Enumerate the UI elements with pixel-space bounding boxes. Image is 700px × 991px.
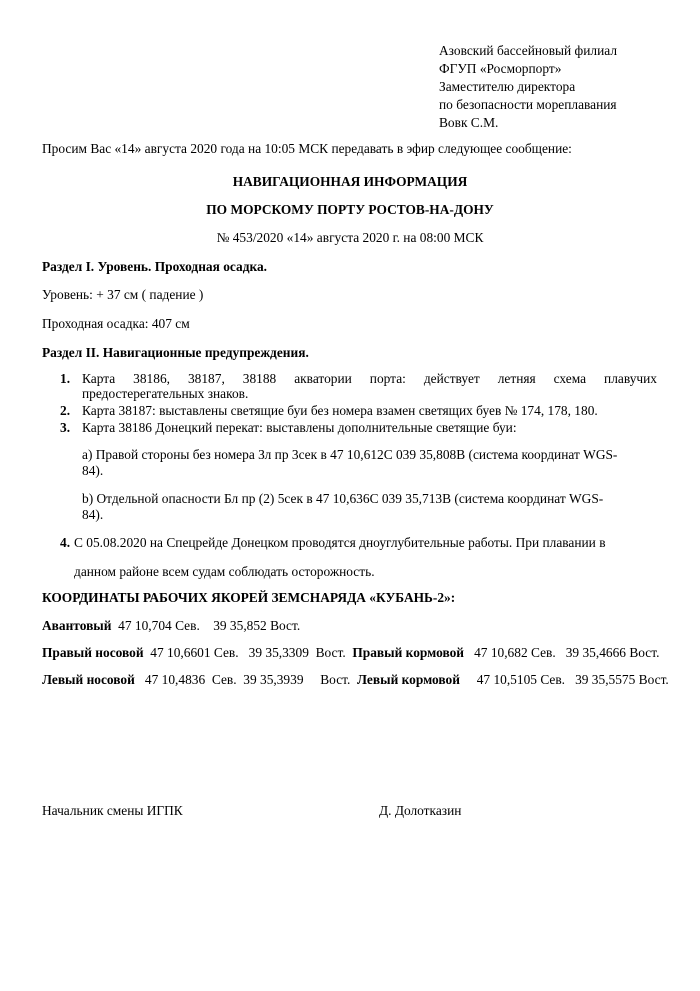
list-item-text: Карта 38187: выставлены светящие буи без номера взамен светящих буев № 174, 178, 180. xyxy=(82,403,598,418)
anchor-coordinates: 47 10,682 Сев. 39 35,4666 Вост. xyxy=(464,645,660,660)
sub-item-line: 84). xyxy=(82,507,104,522)
anchor-coordinates: 47 10,6601 Сев. 39 35,3309 Вост. xyxy=(143,645,353,660)
anchor-coordinates: 47 10,704 Сев. 39 35,852 Вост. xyxy=(111,618,301,633)
list-item-text: Карта 38186 Донецкий перекат: выставлены дополнительные светящие буи: xyxy=(82,420,517,435)
sub-item-line: а) Правой стороны без номера Зл пр 3сек в 47 10,612С 039 35,808В (система координат WGS- xyxy=(82,447,618,462)
anchor-label: Левый кормовой xyxy=(357,672,460,687)
list-item-number: 2. xyxy=(60,403,71,418)
document-subtitle: ПО МОРСКОМУ ПОРТУ РОСТОВ-НА-ДОНУ xyxy=(206,202,494,217)
addressee-line: ФГУП «Росморпорт» xyxy=(439,61,562,76)
list-item-text: С 05.08.2020 на Спецрейде Донецком проводятся дноуглубительные работы. При плавании в xyxy=(74,535,606,550)
sub-item-line: b) Отдельной опасности Бл пр (2) 5сек в 47 10,636С 039 35,713В (система координат WGS- xyxy=(82,491,604,506)
addressee-line: по безопасности мореплавания xyxy=(439,97,617,112)
level-value: Уровень: + 37 см ( падение ) xyxy=(42,287,204,302)
anchor-row-left xyxy=(42,672,669,688)
anchor-row-right xyxy=(42,645,659,661)
list-item-number: 1. xyxy=(60,371,71,386)
request-text: Просим Вас «14» августа 2020 года на 10:05 МСК передавать в эфир следующее сообщение: xyxy=(42,141,572,156)
anchor-label: Левый носовой xyxy=(42,672,135,687)
list-item-text: данном районе всем судам соблюдать осторожность. xyxy=(74,564,375,579)
anchors-heading: КООРДИНАТЫ РАБОЧИХ ЯКОРЕЙ ЗЕМСНАРЯДА «КУБАНЬ-2»: xyxy=(42,590,456,605)
list-item-number: 4. xyxy=(60,535,71,550)
section-2-heading: Раздел II. Навигационные предупреждения. xyxy=(42,345,309,360)
anchor-label: Правый носовой xyxy=(42,645,144,660)
list-item-text: предостерегательных знаков. xyxy=(82,386,249,401)
document-title: НАВИГАЦИОННАЯ ИНФОРМАЦИЯ xyxy=(232,174,468,189)
addressee-line: Азовский бассейновый филиал xyxy=(439,43,617,58)
sub-item-line: 84). xyxy=(82,463,104,478)
list-item-text: Карта 38186, 38187, 38188 акватории порта: действует летняя схема плавучих xyxy=(82,371,657,386)
draft-value: Проходная осадка: 407 см xyxy=(42,316,190,331)
anchor-label: Авантовый xyxy=(42,618,112,633)
anchor-label: Правый кормовой xyxy=(352,645,465,660)
anchor-coordinates: 47 10,5105 Сев. 39 35,5575 Вост. xyxy=(459,672,669,687)
document-number: № 453/2020 «14» августа 2020 г. на 08:00 МСК xyxy=(216,230,484,245)
anchor-coordinates: 47 10,4836 Сев. 39 35,3939 Вост. xyxy=(134,672,358,687)
section-1-heading: Раздел I. Уровень. Проходная осадка. xyxy=(42,259,268,274)
anchor-row-avant xyxy=(42,618,300,634)
addressee-line: Заместителю директора xyxy=(439,79,576,94)
signature-position: Начальник смены ИГПК xyxy=(42,803,183,818)
signature-name: Д. Долотказин xyxy=(379,803,462,818)
addressee-line: Вовк С.М. xyxy=(439,115,499,130)
list-item-number: 3. xyxy=(60,420,71,435)
addressee-block xyxy=(439,42,617,132)
